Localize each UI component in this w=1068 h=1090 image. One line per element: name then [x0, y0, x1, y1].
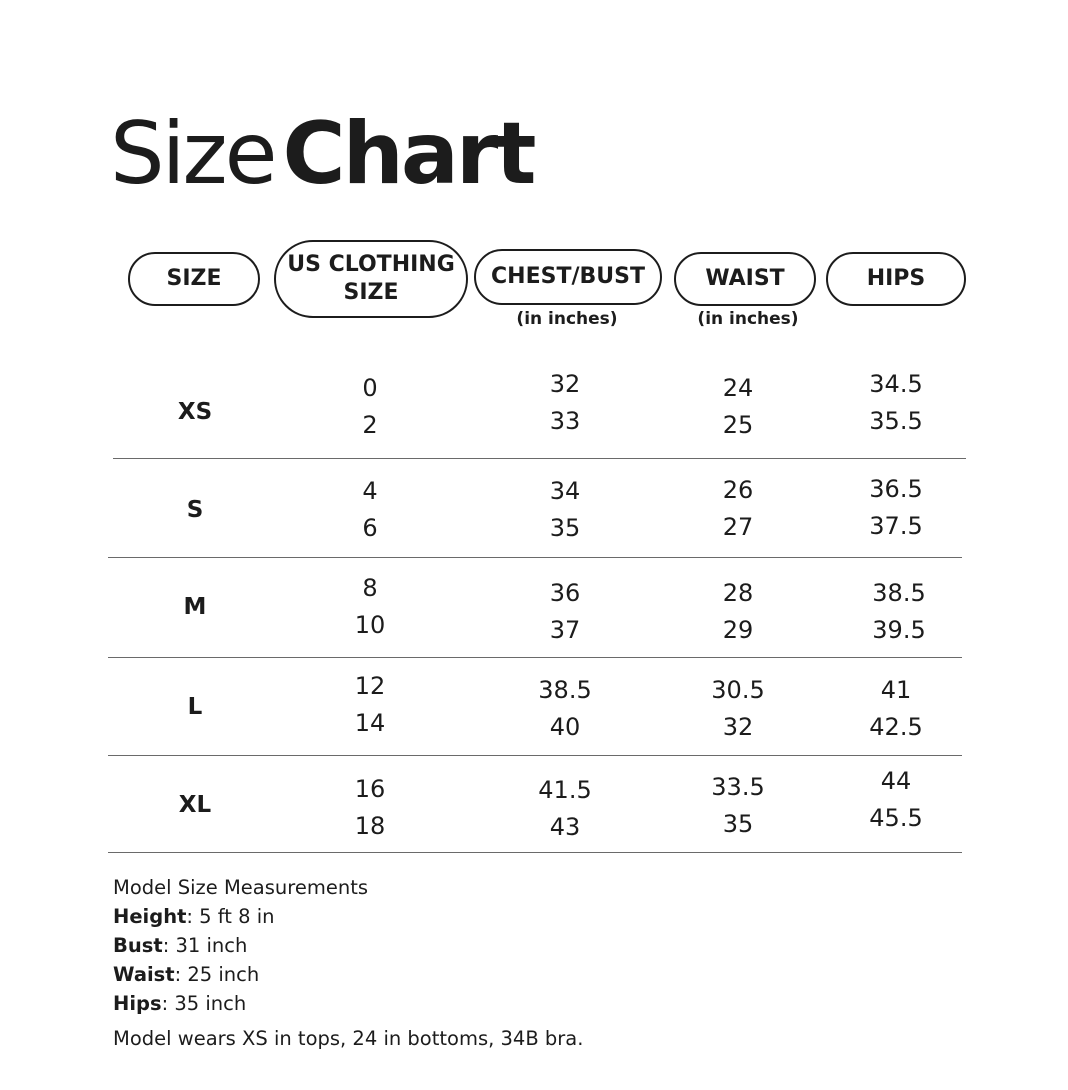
hips-value: 37.5 — [869, 512, 923, 540]
us-size-value: 4 — [362, 477, 378, 505]
us-size-cell — [280, 771, 460, 845]
size-cell: XL — [178, 792, 212, 818]
waist-value: : 25 inch — [174, 963, 260, 986]
row-divider — [113, 458, 966, 459]
chest-cell — [475, 672, 655, 746]
bust-label: Bust — [113, 934, 163, 957]
header-us-clothing-label — [287, 251, 455, 307]
header-us-line2: SIZE — [343, 280, 399, 305]
waist-cell — [648, 575, 828, 649]
hips-cell — [806, 366, 986, 440]
header-waist-pill — [674, 252, 816, 306]
us-size-cell — [280, 370, 460, 444]
chest-value: 35 — [549, 514, 581, 542]
header-hips-pill — [826, 252, 966, 306]
hips-value: 39.5 — [872, 616, 926, 644]
waist-cell — [648, 370, 828, 444]
row-divider — [108, 755, 962, 756]
page-title — [110, 104, 533, 204]
title-light: Size — [110, 104, 275, 204]
us-size-cell — [280, 668, 460, 742]
header-size-pill — [128, 252, 260, 306]
model-measurements — [113, 873, 583, 1053]
header-waist-label: WAIST — [705, 266, 785, 291]
size-cell: S — [186, 497, 204, 523]
us-size-value: 0 — [362, 374, 378, 402]
hips-value: 36.5 — [869, 475, 923, 503]
size-cell: XS — [177, 399, 213, 425]
header-size-label: SIZE — [166, 266, 222, 291]
model-heading: Model Size Measurements — [113, 876, 369, 899]
us-size-value: 6 — [362, 514, 378, 542]
chest-value: 33 — [549, 407, 581, 435]
chest-value: 32 — [549, 370, 581, 398]
waist-value: 30.5 — [711, 676, 765, 704]
waist-cell — [648, 672, 828, 746]
us-size-value: 2 — [362, 411, 378, 439]
waist-unit-label: (in inches) — [697, 309, 799, 329]
hips-cell — [806, 763, 986, 837]
waist-value: 26 — [722, 476, 754, 504]
header-hips-label: HIPS — [866, 266, 926, 291]
hips-value: 34.5 — [869, 370, 923, 398]
hips-label: Hips — [113, 992, 162, 1015]
waist-value: 29 — [722, 616, 754, 644]
row-divider — [108, 852, 962, 853]
size-cell: M — [183, 594, 207, 620]
hips-value: 35.5 — [869, 407, 923, 435]
us-size-cell — [280, 570, 460, 644]
height-label: Height — [113, 905, 187, 928]
waist-label: Waist — [113, 963, 175, 986]
row-divider — [108, 657, 962, 658]
chest-value: 41.5 — [538, 776, 592, 804]
hips-cell — [809, 575, 989, 649]
chest-unit-label: (in inches) — [516, 309, 618, 329]
model-bust — [113, 931, 583, 960]
chest-cell — [475, 575, 655, 649]
chest-value: 43 — [549, 813, 581, 841]
us-size-value: 8 — [362, 574, 378, 602]
us-size-value: 10 — [354, 611, 386, 639]
waist-value: 27 — [722, 513, 754, 541]
waist-value: 35 — [722, 810, 754, 838]
waist-cell — [648, 472, 828, 546]
header-chest-label: CHEST/BUST — [491, 264, 645, 289]
hips-value: 42.5 — [869, 713, 923, 741]
header-us-clothing-pill — [274, 240, 468, 318]
hips-value: : 35 inch — [161, 992, 247, 1015]
chest-cell — [475, 366, 655, 440]
chest-value: 38.5 — [538, 676, 592, 704]
bust-value: : 31 inch — [162, 934, 248, 957]
chest-cell — [475, 772, 655, 846]
chest-value: 34 — [549, 477, 581, 505]
model-note: Model wears XS in tops, 24 in bottoms, 34B bra. — [113, 1027, 584, 1050]
chest-value: 40 — [549, 713, 581, 741]
waist-value: 24 — [722, 374, 754, 402]
model-hips — [113, 989, 583, 1018]
hips-value: 44 — [880, 767, 912, 795]
chest-cell — [475, 473, 655, 547]
row-divider — [108, 557, 962, 558]
us-size-value: 12 — [354, 672, 386, 700]
us-size-value: 18 — [354, 812, 386, 840]
hips-cell — [806, 672, 986, 746]
model-waist — [113, 960, 583, 989]
model-height — [113, 902, 583, 931]
chest-value: 36 — [549, 579, 581, 607]
title-bold: Chart — [282, 104, 534, 204]
height-value: : 5 ft 8 in — [186, 905, 275, 928]
header-us-line1: US CLOTHING — [287, 252, 455, 277]
chest-value: 37 — [549, 616, 581, 644]
waist-value: 25 — [722, 411, 754, 439]
waist-cell — [648, 769, 828, 843]
waist-value: 28 — [722, 579, 754, 607]
us-size-value: 14 — [354, 709, 386, 737]
us-size-cell — [280, 473, 460, 547]
size-cell: L — [187, 694, 203, 720]
hips-value: 38.5 — [872, 579, 926, 607]
hips-cell — [806, 471, 986, 545]
us-size-value: 16 — [354, 775, 386, 803]
hips-value: 45.5 — [869, 804, 923, 832]
waist-value: 33.5 — [711, 773, 765, 801]
hips-value: 41 — [880, 676, 912, 704]
waist-value: 32 — [722, 713, 754, 741]
header-chest-pill — [474, 249, 662, 305]
